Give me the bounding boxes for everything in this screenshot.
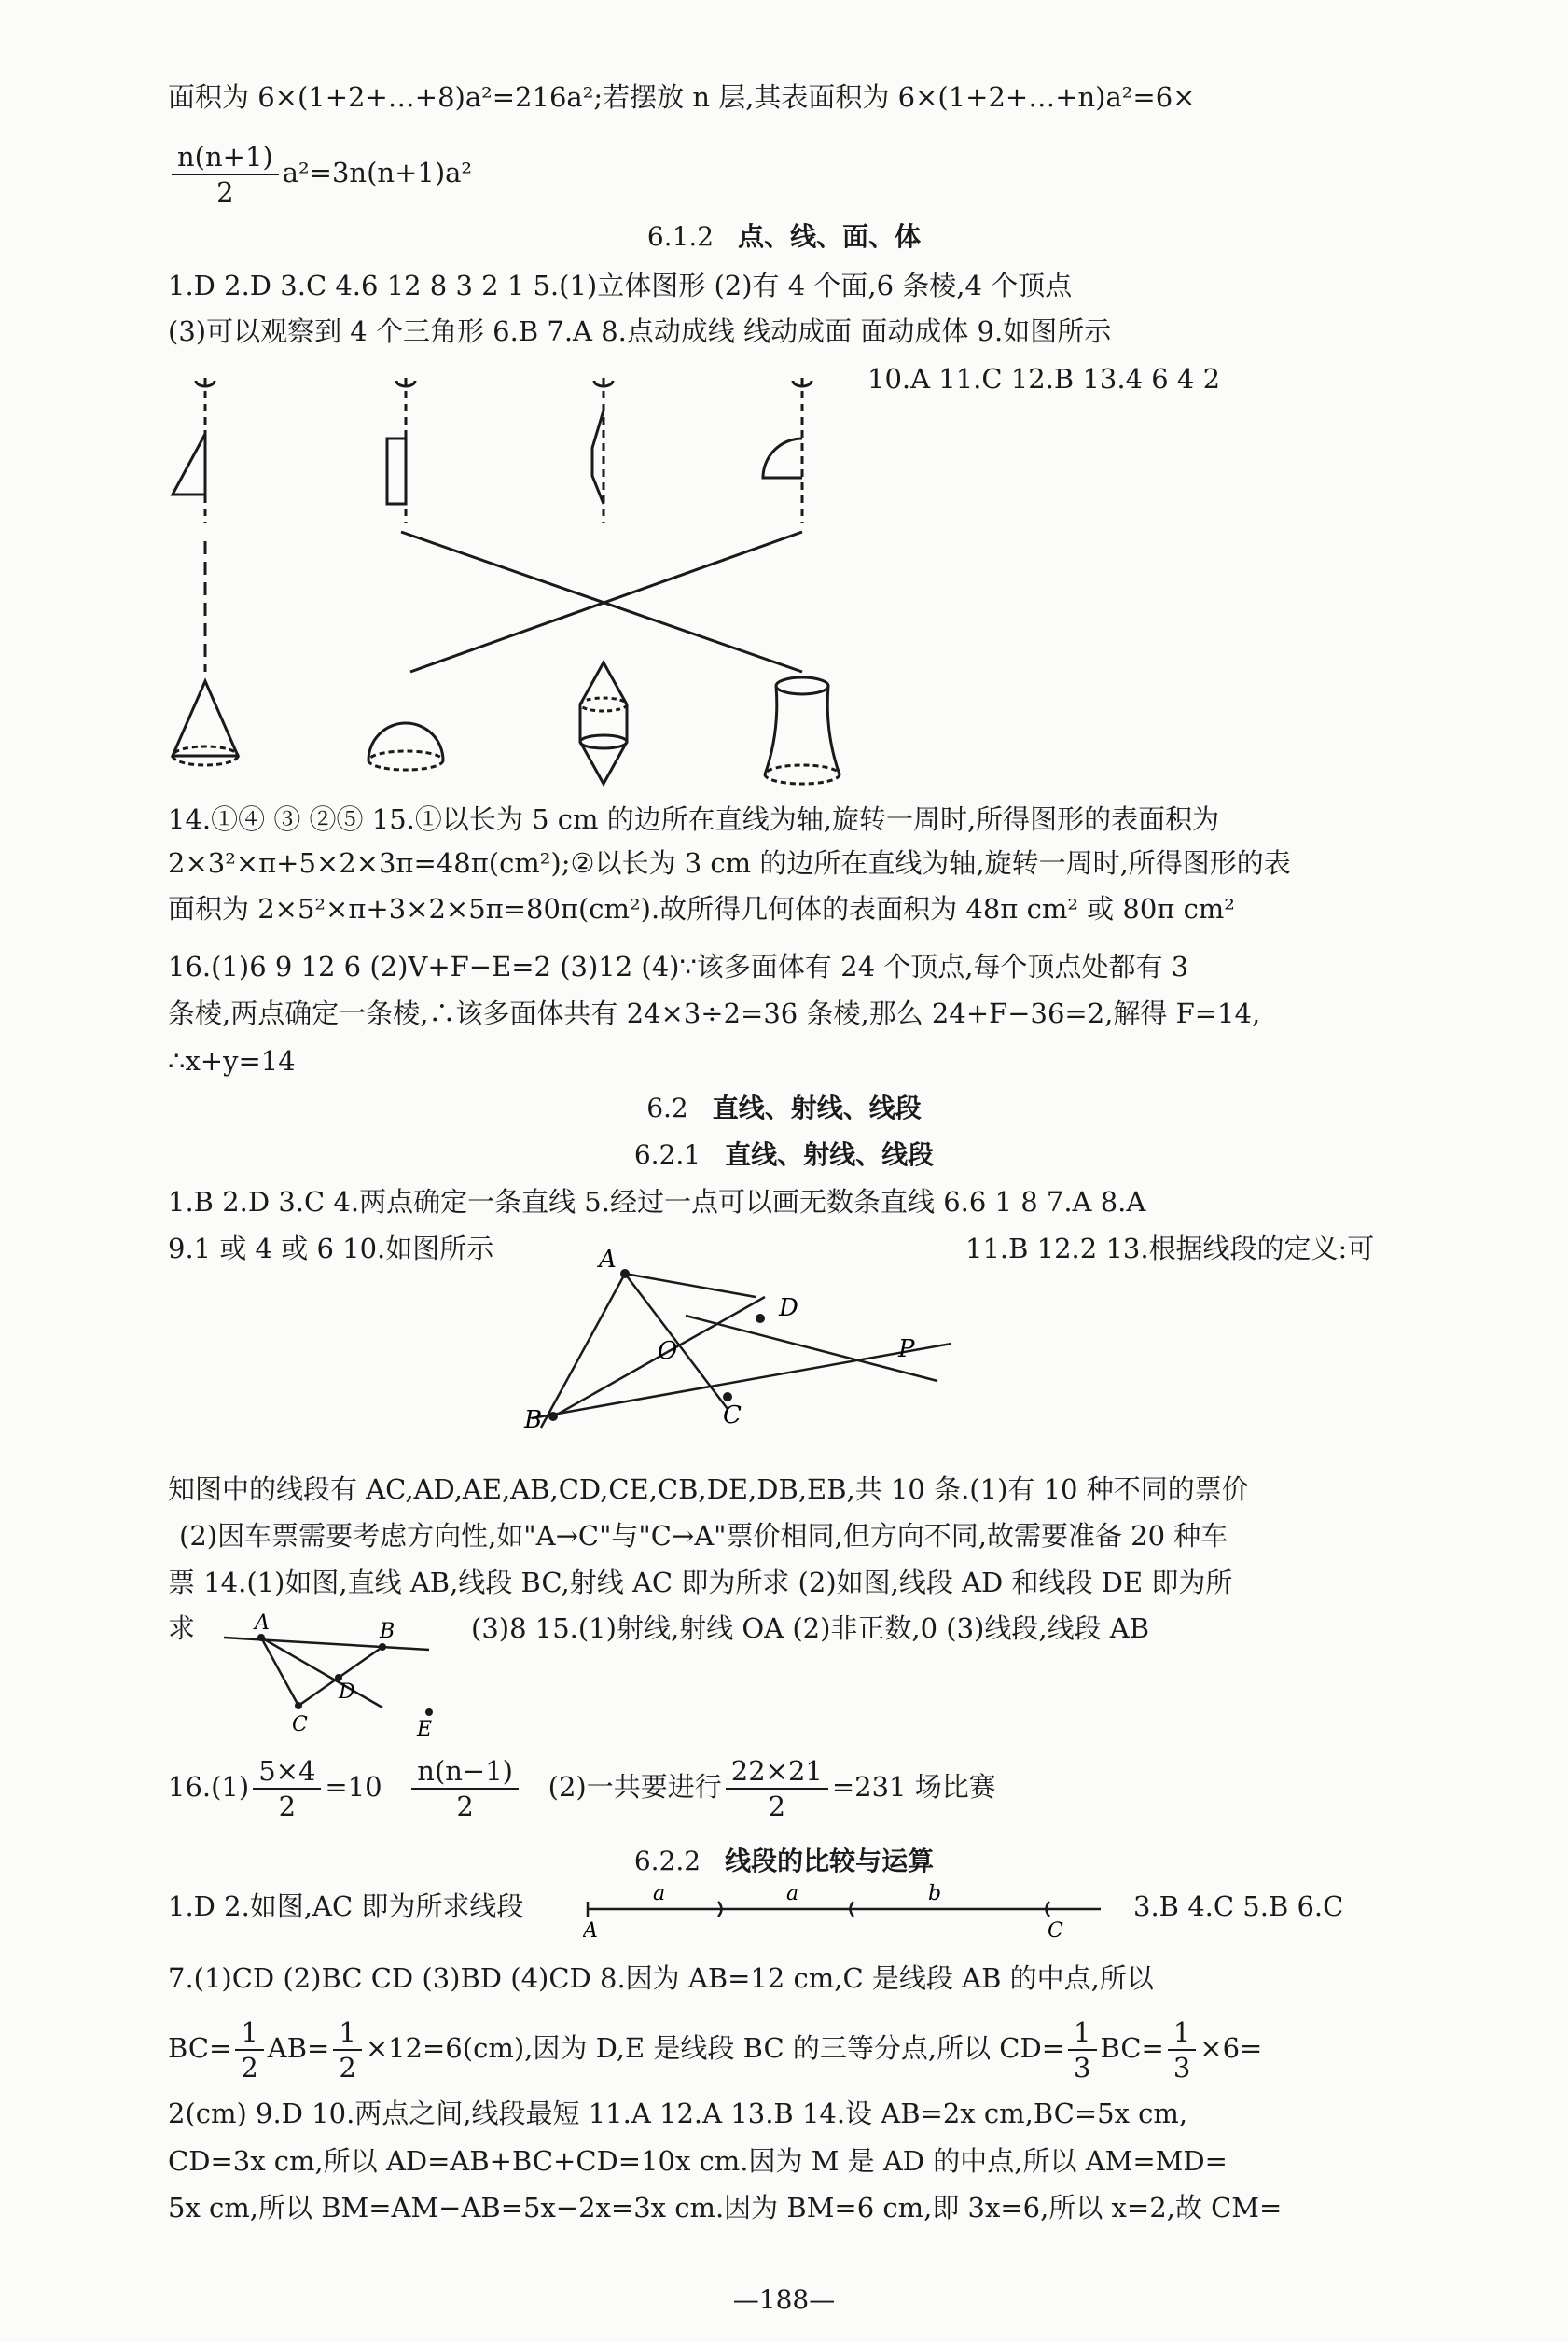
fraction: $\frac{n(n-1)}{2}$ xyxy=(411,1754,519,1823)
svg-text:B: B xyxy=(524,1406,543,1434)
svg-text:a: a xyxy=(786,1882,799,1905)
text-line: 7.(1)CD (2)BC CD (3)BD (4)CD 8.因为 AB=12 cm,C 是线段 AB 的中点,所以 xyxy=(168,1962,1154,1994)
fraction: $\frac{5\times 4}{2}$ xyxy=(253,1754,321,1823)
text-line: 1.B 2.D 3.C 4.两点确定一条直线 5.经过一点可以画无数条直线 6.6 1 8 7.A 8.A xyxy=(168,1186,1146,1218)
fraction: $\frac{1}{3}$ xyxy=(1168,2015,1196,2084)
text-line: 9.1 或 4 或 6 10.如图所示 xyxy=(168,1233,494,1264)
text-line: 1.D 2.如图,AC 即为所求线段 xyxy=(168,1890,524,1922)
text-line: 2(cm) 9.D 10.两点之间,线段最短 11.A 12.A 13.B 14.设 AB=2x cm,BC=5x cm, xyxy=(168,2098,1188,2129)
fraction: $\frac{22\times 21}{2}$ xyxy=(726,1754,828,1823)
text-line: 14.①④ ③ ②⑤ 15.①以长为 5 cm 的边所在直线为轴,旋转一周时,所得图形的表面积为 xyxy=(168,803,1220,835)
text-line: 10.A 11.C 12.B 13.4 6 4 2 xyxy=(867,363,1221,395)
svg-text:C: C xyxy=(723,1401,742,1429)
svg-text:O: O xyxy=(658,1337,678,1365)
svg-text:P: P xyxy=(898,1335,915,1363)
svg-text:A: A xyxy=(255,1611,270,1635)
section-heading: 6.2.2 线段的比较与运算 xyxy=(633,1846,935,1876)
svg-text:b: b xyxy=(928,1882,942,1905)
text-line: 2×3²×π+5×2×3π=48π(cm²);②以长为 3 cm 的边所在直线为轴,旋转一周时,所得图形的表 xyxy=(168,847,1291,879)
svg-text:D: D xyxy=(339,1680,355,1704)
svg-text:D: D xyxy=(779,1294,798,1322)
svg-text:C: C xyxy=(292,1713,308,1736)
text-line: 3.B 4.C 5.B 6.C xyxy=(1133,1890,1344,1922)
text-line: 知图中的线段有 AC,AD,AE,AB,CD,CE,CB,DE,DB,EB,共 10 条.(1)有 10 种不同的票价 xyxy=(168,1473,1249,1505)
text-line: ∴x+y=14 xyxy=(168,1045,296,1077)
fraction: $\frac{1}{2}$ xyxy=(235,2015,263,2084)
text-line: 16.(1)6 9 12 6 (2)V+F−E=2 (3)12 (4)∵该多面体有 24 个顶点,每个顶点处都有 3 xyxy=(168,951,1189,983)
svg-text:a: a xyxy=(653,1882,666,1905)
text-line: (2)因车票需要考虑方向性,如"A→C"与"C→A"票价相同,但方向不同,故需要准备 20 种车 xyxy=(179,1520,1228,1552)
fraction: $\frac{1}{3}$ xyxy=(1068,2015,1096,2084)
text-line: 1.D 2.D 3.C 4.6 12 8 3 2 1 5.(1)立体图形 (2)有 4 个面,6 条棱,4 个顶点 xyxy=(168,270,1073,301)
text-line: (3)可以观察到 4 个三角形 6.B 7.A 8.点动成线 线动成面 面动成体 9.如图所示 xyxy=(168,315,1112,347)
section-heading: 6.1.2 点、线、面、体 xyxy=(646,221,922,252)
svg-text:A: A xyxy=(583,1919,598,1941)
text-line: CD=3x cm,所以 AD=AB+BC+CD=10x cm.因为 M 是 AD 的中点,所以 AM=MD= xyxy=(168,2145,1228,2177)
text-line: (3)8 15.(1)射线,射线 OA (2)非正数,0 (3)线段,线段 AB xyxy=(471,1612,1150,1644)
text-line: 求 xyxy=(168,1612,196,1644)
text-line: 条棱,两点确定一条棱,∴该多面体共有 24×3÷2=36 条棱,那么 24+F−36=2,解得 F=14, xyxy=(168,997,1261,1029)
text-line: 16.(1) $\frac{5\times 4}{2}$ =10 $\frac{n(n-1)}{2}$ (2)一共要进行 $\frac{22\times 21}{2}$ =231 场比赛 xyxy=(168,1755,996,1822)
svg-text:B: B xyxy=(380,1620,395,1643)
text-line: BC= $\frac{1}{2}$ AB= $\frac{1}{2}$ ×12=6(cm),因为 D,E 是线段 BC 的三等分点,所以 CD= $\frac{1}{3}$ BC= $\frac{1}{3}$ ×6= xyxy=(168,2016,1263,2084)
text-line: 5x cm,所以 BM=AM−AB=5x−2x=3x cm.因为 BM=6 cm,即 3x=6,所以 x=2,故 CM= xyxy=(168,2192,1283,2224)
fraction: $\frac{1}{2}$ xyxy=(333,2015,361,2084)
page-number: —188— xyxy=(732,2284,836,2315)
segment-figure xyxy=(583,1875,1105,1941)
svg-text:A: A xyxy=(599,1246,617,1274)
figure-10 xyxy=(513,1241,951,1437)
text-line: 11.B 12.2 13.根据线段的定义:可 xyxy=(965,1233,1375,1264)
rotation-figure xyxy=(149,364,858,793)
fraction: $\frac{n(n+1)}{2}$ xyxy=(172,140,279,209)
figure-14 xyxy=(219,1605,438,1740)
text-line: 票 14.(1)如图,直线 AB,线段 BC,射线 AC 即为所求 (2)如图,线段 AD 和线段 DE 即为所 xyxy=(168,1567,1233,1598)
text-line: 面积为 2×5²×π+3×2×5π=80π(cm²).故所得几何体的表面积为 48π cm² 或 80π cm² xyxy=(168,893,1235,925)
section-heading: 6.2 直线、射线、线段 xyxy=(646,1093,922,1123)
svg-text:E: E xyxy=(417,1718,433,1740)
svg-text:C: C xyxy=(1048,1919,1063,1941)
text-line: 面积为 6×(1+2+…+8)a²=216a²;若摆放 n 层,其表面积为 6×(1+2+…+n)a²=6× xyxy=(168,81,1196,113)
section-heading: 6.2.1 直线、射线、线段 xyxy=(633,1139,935,1170)
text-line: $\frac{n(n+1)}{2}$ a²=3n(n+1)a² xyxy=(168,140,1475,209)
